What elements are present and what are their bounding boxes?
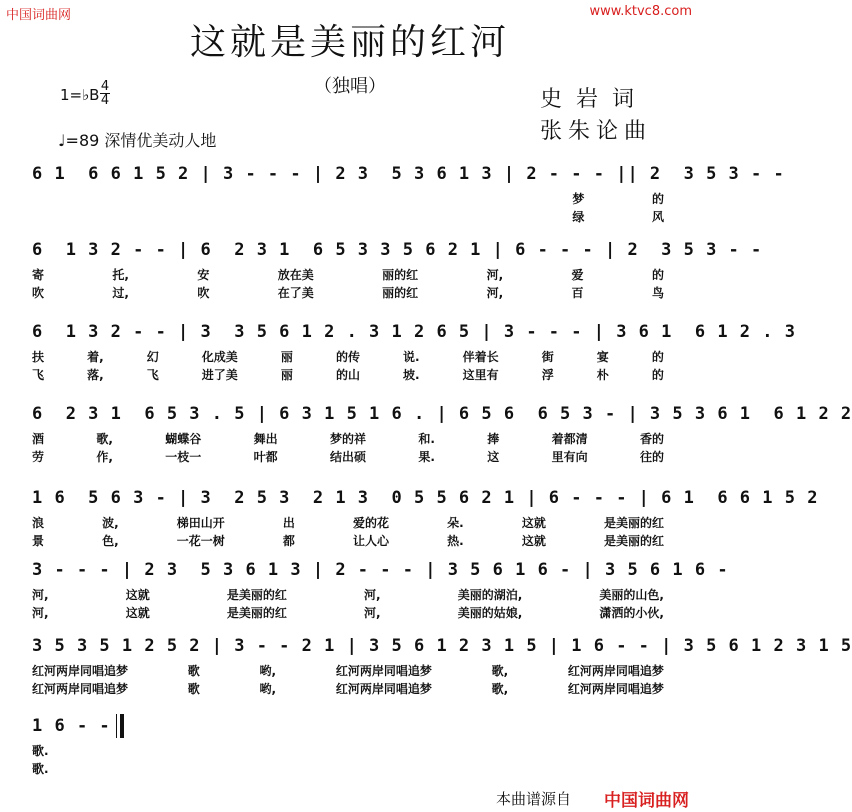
score-system <box>28 318 796 388</box>
lyric-word: 的传 <box>335 350 360 364</box>
notation-line: 6 1 3 2 - - | 3 3 5 6 1 2 . 3 1 2 6 5 | 3 - - - | 3 6 1 6 1 2 . 3 <box>32 322 796 342</box>
lyric-word: 和. <box>418 432 435 446</box>
lyric-word: 这就 <box>125 588 150 602</box>
lyric-word: 鸟 <box>651 286 664 300</box>
lyric-word: 吹 <box>197 286 210 300</box>
lyric-word: 这就 <box>521 534 546 548</box>
lyric-word: 歌 <box>187 664 200 678</box>
lyric-word: 风 <box>651 210 664 224</box>
lyric-word: 果. <box>418 450 435 464</box>
lyric-word: 绿 <box>572 210 585 224</box>
lyric-word: 着, <box>87 350 104 364</box>
lyric-word: 河, <box>32 588 49 602</box>
lyric-verse-1 <box>32 742 664 760</box>
lyric-word: 劳 <box>32 450 45 464</box>
lyric-word: 街 <box>541 350 554 364</box>
lyric-word: 歌. <box>32 762 49 776</box>
lyric-word: 河, <box>364 606 381 620</box>
lyric-word: 出 <box>282 516 295 530</box>
final-barline-thick <box>120 714 124 738</box>
score-system <box>28 556 729 626</box>
lyric-word: 哟, <box>259 682 277 696</box>
lyric-word: 扶 <box>32 350 45 364</box>
score-system <box>28 484 819 554</box>
lyric-word: 红河两岸同唱追梦 <box>335 682 432 696</box>
lyric-word: 美丽的湖泊, <box>457 588 523 602</box>
lyric-word: 里有向 <box>551 450 588 464</box>
lyric-word: 红河两岸同唱追梦 <box>32 664 129 678</box>
lyric-verse-1 <box>32 190 664 208</box>
lyric-word: 酒 <box>32 432 45 446</box>
lyric-word: 爱的花 <box>353 516 390 530</box>
lyric-word: 河, <box>32 606 49 620</box>
footer <box>0 786 700 812</box>
score-system <box>28 160 785 230</box>
lyric-word: 说. <box>403 350 420 364</box>
lyric-word: 河, <box>486 268 504 282</box>
lyric-verse-1 <box>32 662 664 680</box>
lyric-word: 美丽的姑娘, <box>457 606 523 620</box>
lyric-word: 结出硕 <box>329 450 366 464</box>
lyric-word: 歌 <box>187 682 200 696</box>
lyric-word: 的 <box>651 192 664 206</box>
lyric-word: 河, <box>486 286 504 300</box>
lyric-word: 飞 <box>146 368 159 382</box>
lyric-word: 梦 <box>572 192 585 206</box>
lyric-word: 一枝一 <box>165 450 202 464</box>
lyric-word: 丽 <box>280 350 293 364</box>
composer-credit: 张朱论曲 <box>540 119 653 144</box>
lyric-word: 香的 <box>639 432 664 446</box>
lyric-word: 潇洒的小伙, <box>599 606 664 620</box>
lyric-word: 捧 <box>487 432 500 446</box>
lyric-word: 梯田山开 <box>176 516 225 530</box>
lyric-word: 歌. <box>32 744 49 758</box>
song-title: 这就是美丽的红河 <box>189 22 510 63</box>
lyric-word: 托, <box>112 268 129 282</box>
score-system <box>28 236 763 306</box>
lyric-verse-1 <box>32 348 664 366</box>
time-signature <box>100 80 110 107</box>
lyric-word: 的 <box>651 268 664 282</box>
lyric-word: 过, <box>112 286 129 300</box>
lyric-word: 都 <box>282 534 295 548</box>
lyric-word: 浮 <box>541 368 554 382</box>
site-watermark-right: www.ktvc8.com <box>589 4 692 19</box>
lyric-word: 放在美 <box>277 268 314 282</box>
site-watermark-left: 中国词曲网 <box>6 8 72 23</box>
lyric-word: 歌, <box>491 682 509 696</box>
lyric-word: 百 <box>571 286 584 300</box>
lyric-word: 哟, <box>259 664 277 678</box>
lyric-verse-2 <box>32 208 664 226</box>
lyric-word: 是美丽的红 <box>226 588 287 602</box>
lyric-word: 色, <box>102 534 119 548</box>
lyric-word: 波, <box>102 516 119 530</box>
lyric-verse-2 <box>32 604 664 622</box>
lyric-word: 河, <box>364 588 381 602</box>
lyric-word: 寄 <box>32 268 45 282</box>
lyricist-credit: 史岩词 <box>540 87 649 112</box>
lyric-word: 的 <box>651 368 664 382</box>
lyric-word: 红河两岸同唱追梦 <box>567 682 664 696</box>
notation-line: 1 6 5 6 3 - | 3 2 5 3 2 1 3 0 5 5 6 2 1 | 6 - - - | 6 1 6 6 1 5 2 <box>32 488 819 508</box>
lyric-word: 这就 <box>521 516 546 530</box>
lyric-word: 红河两岸同唱追梦 <box>335 664 432 678</box>
lyric-word: 着都清 <box>551 432 588 446</box>
lyric-verse-1 <box>32 586 664 604</box>
song-subtitle: （独唱） <box>314 76 386 97</box>
lyric-word: 叶都 <box>253 450 278 464</box>
lyric-word: 丽的红 <box>382 286 419 300</box>
lyric-word: 浪 <box>32 516 45 530</box>
lyric-word: 丽 <box>280 368 293 382</box>
lyric-word: 热. <box>447 534 464 548</box>
footer-site-name: 中国词曲网 <box>604 791 689 811</box>
lyric-word: 爱 <box>571 268 584 282</box>
lyric-word: 往的 <box>639 450 664 464</box>
lyric-verse-2 <box>32 760 664 778</box>
time-signature-top: 4 <box>100 79 110 94</box>
lyric-verse-1 <box>32 266 664 284</box>
lyric-verse-2 <box>32 448 664 466</box>
lyric-word: 进了美 <box>201 368 238 382</box>
time-signature-bottom: 4 <box>100 93 110 108</box>
lyric-word: 作, <box>96 450 113 464</box>
lyric-verse-2 <box>32 284 664 302</box>
lyric-verse-1 <box>32 514 664 532</box>
lyric-word: 安 <box>197 268 210 282</box>
lyric-word: 伴着长 <box>462 350 499 364</box>
lyric-word: 落, <box>87 368 104 382</box>
lyric-word: 一花一树 <box>176 534 225 548</box>
lyric-word: 让人心 <box>353 534 390 548</box>
lyric-word: 的山 <box>335 368 360 382</box>
lyric-verse-1 <box>32 430 664 448</box>
key-signature: 1=♭B <box>60 86 100 104</box>
lyric-word: 是美丽的红 <box>226 606 287 620</box>
lyric-word: 蝴蝶谷 <box>165 432 202 446</box>
lyric-word: 歌, <box>96 432 113 446</box>
lyric-word: 景 <box>32 534 45 548</box>
lyric-word: 歌, <box>491 664 509 678</box>
lyric-word: 化成美 <box>201 350 238 364</box>
notation-line: 1 6 - - <box>32 716 111 736</box>
lyric-word: 朴 <box>596 368 609 382</box>
lyric-verse-2 <box>32 680 664 698</box>
lyric-word: 丽的红 <box>382 268 419 282</box>
lyric-word: 朵. <box>447 516 464 530</box>
tempo-marking: ♩=89 深情优美动人地 <box>58 131 217 150</box>
notation-line: 6 1 6 6 1 5 2 | 3 - - - | 2 3 5 3 6 1 3 | 2 - - - || 2 3 5 3 - - <box>32 164 785 184</box>
lyric-word: 在了美 <box>277 286 314 300</box>
lyric-word: 这就 <box>125 606 150 620</box>
lyric-verse-2 <box>32 532 664 550</box>
score-system <box>28 400 852 470</box>
notation-line: 6 2 3 1 6 5 3 . 5 | 6 3 1 5 1 6 . | 6 5 6 6 5 3 - | 3 5 3 6 1 6 1 2 2 <box>32 404 852 424</box>
notation-line: 3 - - - | 2 3 5 3 6 1 3 | 2 - - - | 3 5 6 1 6 - | 3 5 6 1 6 - <box>32 560 729 580</box>
score-system <box>28 632 852 702</box>
lyric-word: 的 <box>651 350 664 364</box>
lyric-word: 这 <box>487 450 500 464</box>
notation-line: 6 1 3 2 - - | 6 2 3 1 6 5 3 3 5 6 2 1 | 6 - - - | 2 3 5 3 - - <box>32 240 763 260</box>
footer-source-label: 本曲谱源自 <box>496 790 572 808</box>
final-barline-thin <box>116 714 117 738</box>
lyric-word: 美丽的山色, <box>599 588 664 602</box>
score-system <box>28 712 668 782</box>
lyric-word: 飞 <box>32 368 45 382</box>
notation-line: 3 5 3 5 1 2 5 2 | 3 - - 2 1 | 3 5 6 1 2 3 1 5 | 1 6 - - | 3 5 6 1 2 3 1 5 <box>32 636 852 656</box>
lyric-word: 红河两岸同唱追梦 <box>32 682 129 696</box>
lyric-word: 舞出 <box>253 432 278 446</box>
lyric-verse-2 <box>32 366 664 384</box>
lyric-word: 宴 <box>596 350 609 364</box>
lyric-word: 这里有 <box>462 368 499 382</box>
lyric-word: 幻 <box>146 350 159 364</box>
lyric-word: 坡. <box>403 368 420 382</box>
lyric-word: 红河两岸同唱追梦 <box>567 664 664 678</box>
lyric-word: 梦的祥 <box>329 432 366 446</box>
lyric-word: 是美丽的红 <box>603 534 664 548</box>
lyric-word: 吹 <box>32 286 45 300</box>
lyric-word: 是美丽的红 <box>603 516 664 530</box>
